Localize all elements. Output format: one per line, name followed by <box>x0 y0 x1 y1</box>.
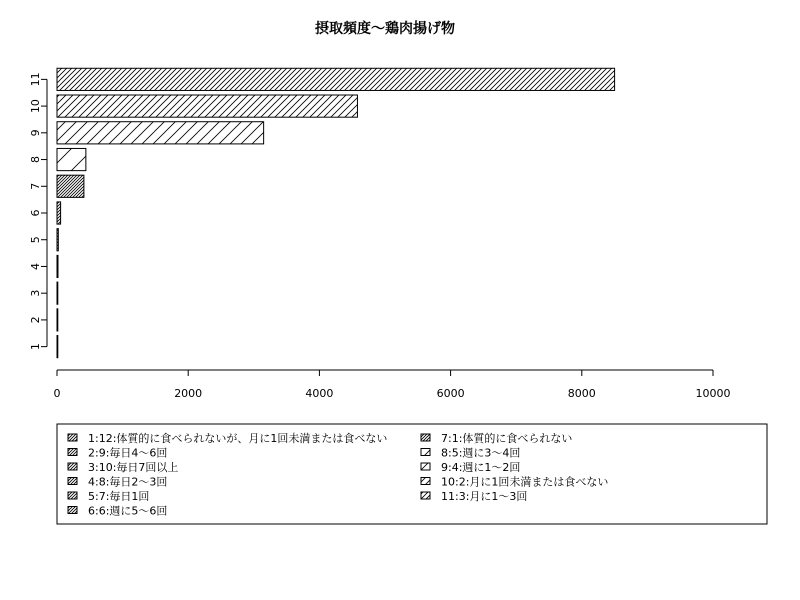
legend-label: 1:12:体質的に食べられないが、月に1回未満または食べない <box>88 432 388 445</box>
legend-label: 8:5:週に3～4回 <box>441 446 521 460</box>
bar-9 <box>57 122 264 144</box>
chart-title: 摂取頻度～鶏肉揚げ物 <box>315 21 455 37</box>
legend-label: 3:10:毎日7回以上 <box>88 461 179 474</box>
legend <box>57 424 767 524</box>
legend-key <box>68 434 77 441</box>
x-tick-label: 2000 <box>174 387 203 400</box>
y-tick-label: 11 <box>29 72 42 87</box>
legend-label: 11:3:月に1～3回 <box>441 490 528 503</box>
bar-2 <box>57 309 58 331</box>
x-tick-label: 6000 <box>436 387 465 400</box>
y-tick-label: 5 <box>29 236 42 244</box>
legend-label: 6:6:週に5～6回 <box>88 504 168 518</box>
bar-7 <box>57 175 84 197</box>
legend-label: 9:4:週に1～2回 <box>441 461 521 474</box>
legend-key <box>421 478 430 485</box>
legend-label: 7:1:体質的に食べられない <box>441 432 573 445</box>
legend-label: 2:9:毎日4～6回 <box>88 446 168 460</box>
bar-10 <box>57 95 357 117</box>
x-tick-label: 4000 <box>305 387 334 400</box>
y-tick-label: 8 <box>29 156 42 164</box>
legend-label: 10:2:月に1回未満または食べない <box>441 475 609 489</box>
x-tick-label: 8000 <box>567 387 596 400</box>
legend-key <box>68 478 77 485</box>
x-tick-label: 0 <box>53 387 61 400</box>
legend-key <box>68 507 77 514</box>
bar-4 <box>57 255 58 277</box>
bar-6 <box>57 202 61 224</box>
x-tick-label: 10000 <box>695 387 731 400</box>
legend-label: 4:8:毎日2～3回 <box>88 475 168 489</box>
y-tick-label: 6 <box>29 209 42 217</box>
legend-label: 5:7:毎日1回 <box>88 490 150 503</box>
x-axis <box>54 370 731 400</box>
legend-key <box>68 492 77 499</box>
y-tick-label: 7 <box>29 182 42 190</box>
y-tick-label: 1 <box>29 343 42 351</box>
y-axis <box>29 72 47 350</box>
legend-key <box>421 463 430 470</box>
legend-key <box>68 463 77 470</box>
legend-key <box>421 492 430 499</box>
bar-5 <box>57 229 58 251</box>
bar-1 <box>57 336 58 358</box>
bar-11 <box>57 68 615 90</box>
y-tick-label: 9 <box>29 129 42 137</box>
legend-key <box>421 434 430 441</box>
y-tick-label: 3 <box>29 289 42 297</box>
bars-layer <box>57 68 615 357</box>
y-tick-label: 4 <box>29 262 42 270</box>
y-tick-label: 10 <box>29 99 42 114</box>
legend-key <box>421 449 430 456</box>
y-tick-label: 2 <box>29 316 42 324</box>
legend-key <box>68 449 77 456</box>
bar-3 <box>57 282 58 304</box>
bar-8 <box>57 148 86 170</box>
